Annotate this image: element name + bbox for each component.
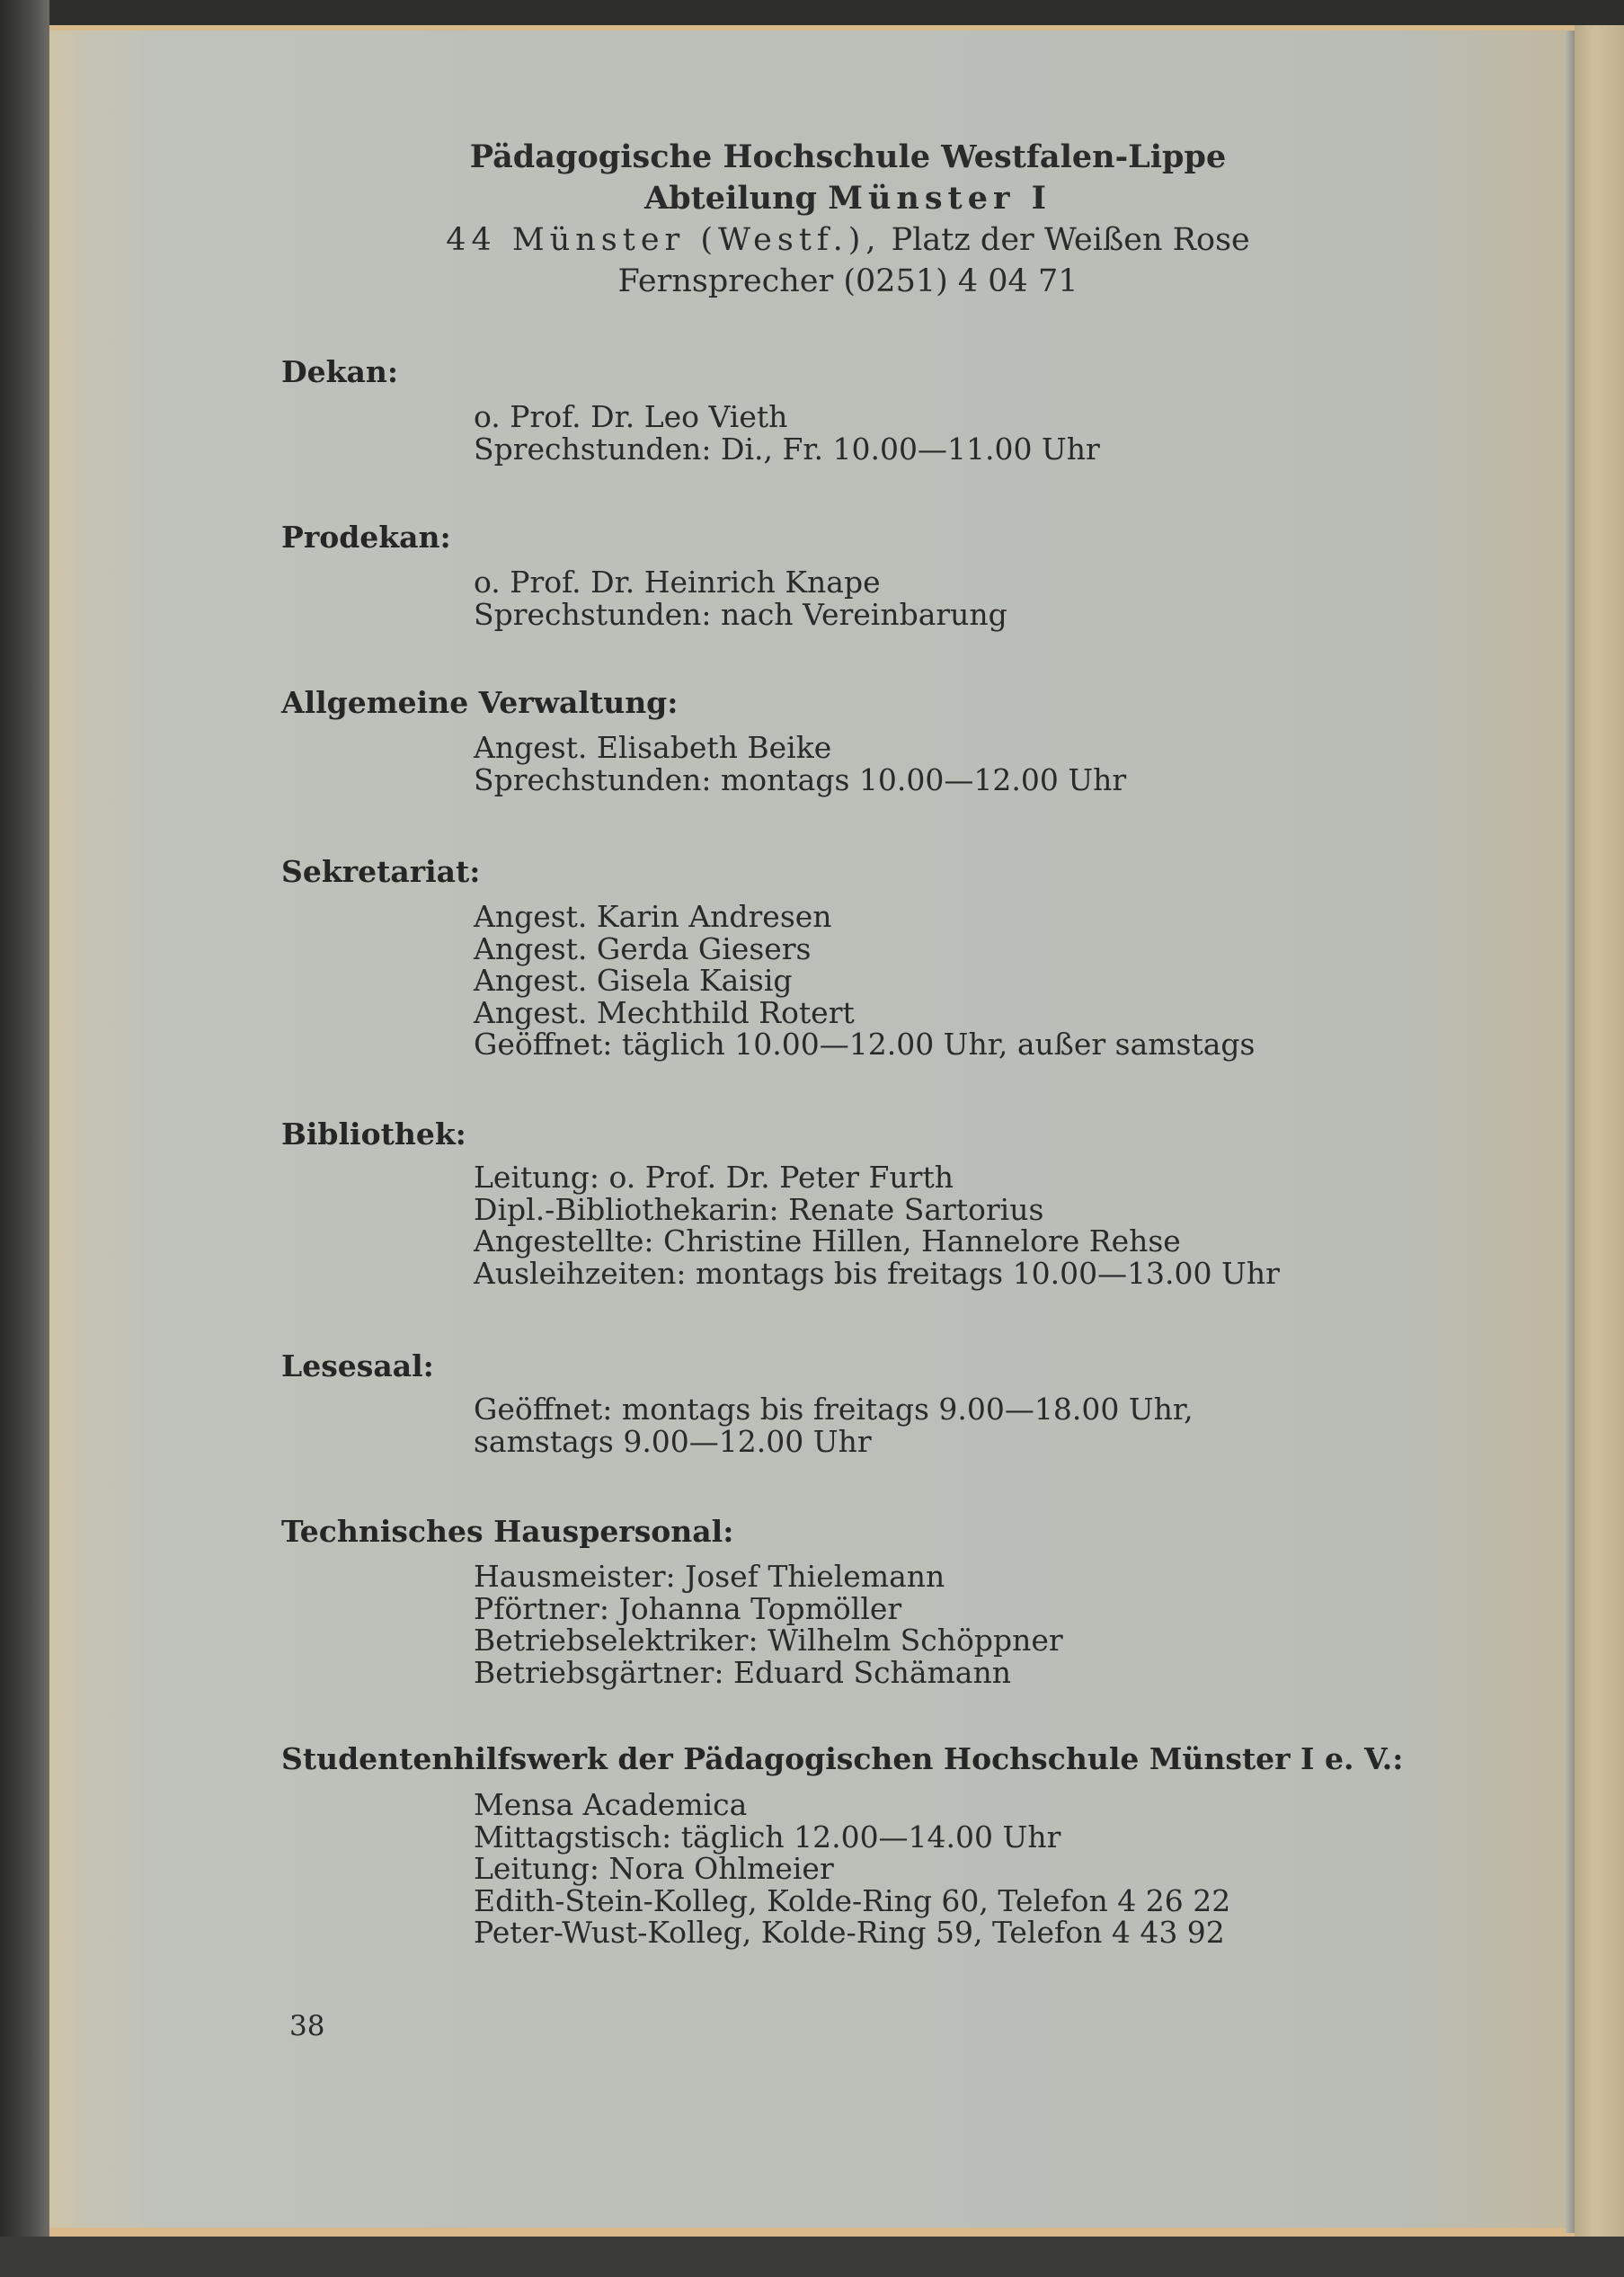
- scan-background-bottom: [0, 2237, 1624, 2277]
- department-line: [36, 178, 1624, 219]
- section-title-hauspersonal: Technisches Hauspersonal:: [281, 1514, 734, 1549]
- book-spine: [0, 0, 49, 2277]
- section-line: Betriebsgärtner: Eduard Schämann: [474, 1654, 1011, 1690]
- section-title-lesesaal: Lesesaal:: [281, 1348, 434, 1383]
- section-body-bibliothek: [474, 1161, 1280, 1289]
- section-body-studentenhilfswerk: [474, 1789, 1230, 1949]
- section-line: Leitung: o. Prof. Dr. Peter Furth: [474, 1160, 954, 1195]
- section-line: Mittagstisch: täglich 12.00—14.00 Uhr: [474, 1819, 1061, 1855]
- section-line: Sprechstunden: montags 10.00—12.00 Uhr: [474, 761, 1127, 797]
- address-street: Platz der Weißen Rose: [891, 222, 1250, 258]
- address-city: 44 Münster (Westf.),: [446, 222, 882, 258]
- section-body-verwaltung: [474, 732, 1126, 796]
- section-line: Geöffnet: täglich 10.00—12.00 Uhr, außer samstags: [474, 1027, 1256, 1062]
- department-name: Münster I: [828, 180, 1052, 217]
- section-body-sekretariat: [474, 901, 1255, 1061]
- section-line: Angest. Karin Andresen: [474, 899, 832, 934]
- section-line: Geöffnet: montags bis freitags 9.00—18.00 Uhr,: [474, 1392, 1194, 1427]
- section-line: Sprechstunden: Di., Fr. 10.00—11.00 Uhr: [474, 431, 1100, 467]
- section-title-bibliothek: Bibliothek:: [281, 1116, 466, 1152]
- phone-line: Fernsprecher (0251) 4 04 71: [617, 263, 1078, 299]
- department-prefix: Abteilung: [644, 180, 818, 217]
- address-line: [36, 219, 1624, 261]
- section-line: Hausmeister: Josef Thielemann: [474, 1559, 945, 1594]
- page-edge-shadow: [1566, 31, 1575, 2233]
- section-line: o. Prof. Dr. Heinrich Knape: [474, 565, 881, 600]
- section-line: Dipl.-Bibliothekarin: Renate Sartorius: [474, 1191, 1044, 1227]
- section-title-prodekan: Prodekan:: [281, 520, 451, 555]
- section-line: Angest. Mechthild Rotert: [474, 994, 855, 1030]
- next-page-edge: [1575, 25, 1624, 2255]
- institution-name: Pädagogische Hochschule Westfalen-Lippe: [469, 138, 1227, 175]
- section-line: Edith-Stein-Kolleg, Kolde-Ring 60, Telefon 4 26 22: [474, 1882, 1231, 1918]
- section-title-studentenhilfswerk: Studentenhilfswerk der Pädagogischen Hochschule Münster I e. V.:: [281, 1741, 1404, 1776]
- section-line: Angest. Gisela Kaisig: [474, 963, 793, 998]
- section-line: o. Prof. Dr. Leo Vieth: [474, 399, 788, 434]
- section-line: Betriebselektriker: Wilhelm Schöppner: [474, 1623, 1063, 1658]
- section-line: Mensa Academica: [474, 1787, 748, 1822]
- section-line: samstags 9.00—12.00 Uhr: [474, 1423, 872, 1459]
- section-line: Angestellte: Christine Hillen, Hannelore Rehse: [474, 1223, 1181, 1259]
- section-line: Peter-Wust-Kolleg, Kolde-Ring 59, Telefon 4 43 92: [474, 1915, 1225, 1950]
- section-body-dekan: [474, 401, 1100, 465]
- section-body-hauspersonal: [474, 1561, 1063, 1688]
- section-title-sekretariat: Sekretariat:: [281, 854, 481, 889]
- section-body-lesesaal: [474, 1393, 1194, 1457]
- section-line: Pförtner: Johanna Topmöller: [474, 1590, 902, 1626]
- section-title-dekan: Dekan:: [281, 354, 399, 389]
- page-number: 38: [289, 2010, 325, 2042]
- section-line: Leitung: Nora Ohlmeier: [474, 1851, 834, 1886]
- section-line: Angest. Elisabeth Beike: [474, 730, 832, 765]
- section-line: Sprechstunden: nach Vereinbarung: [474, 596, 1007, 632]
- section-body-prodekan: [474, 566, 1007, 630]
- page-header: [0, 137, 1624, 302]
- section-line: Ausleihzeiten: montags bis freitags 10.00—13.00 Uhr: [474, 1255, 1280, 1291]
- section-title-verwaltung: Allgemeine Verwaltung:: [281, 685, 679, 720]
- section-line: Angest. Gerda Giesers: [474, 930, 812, 966]
